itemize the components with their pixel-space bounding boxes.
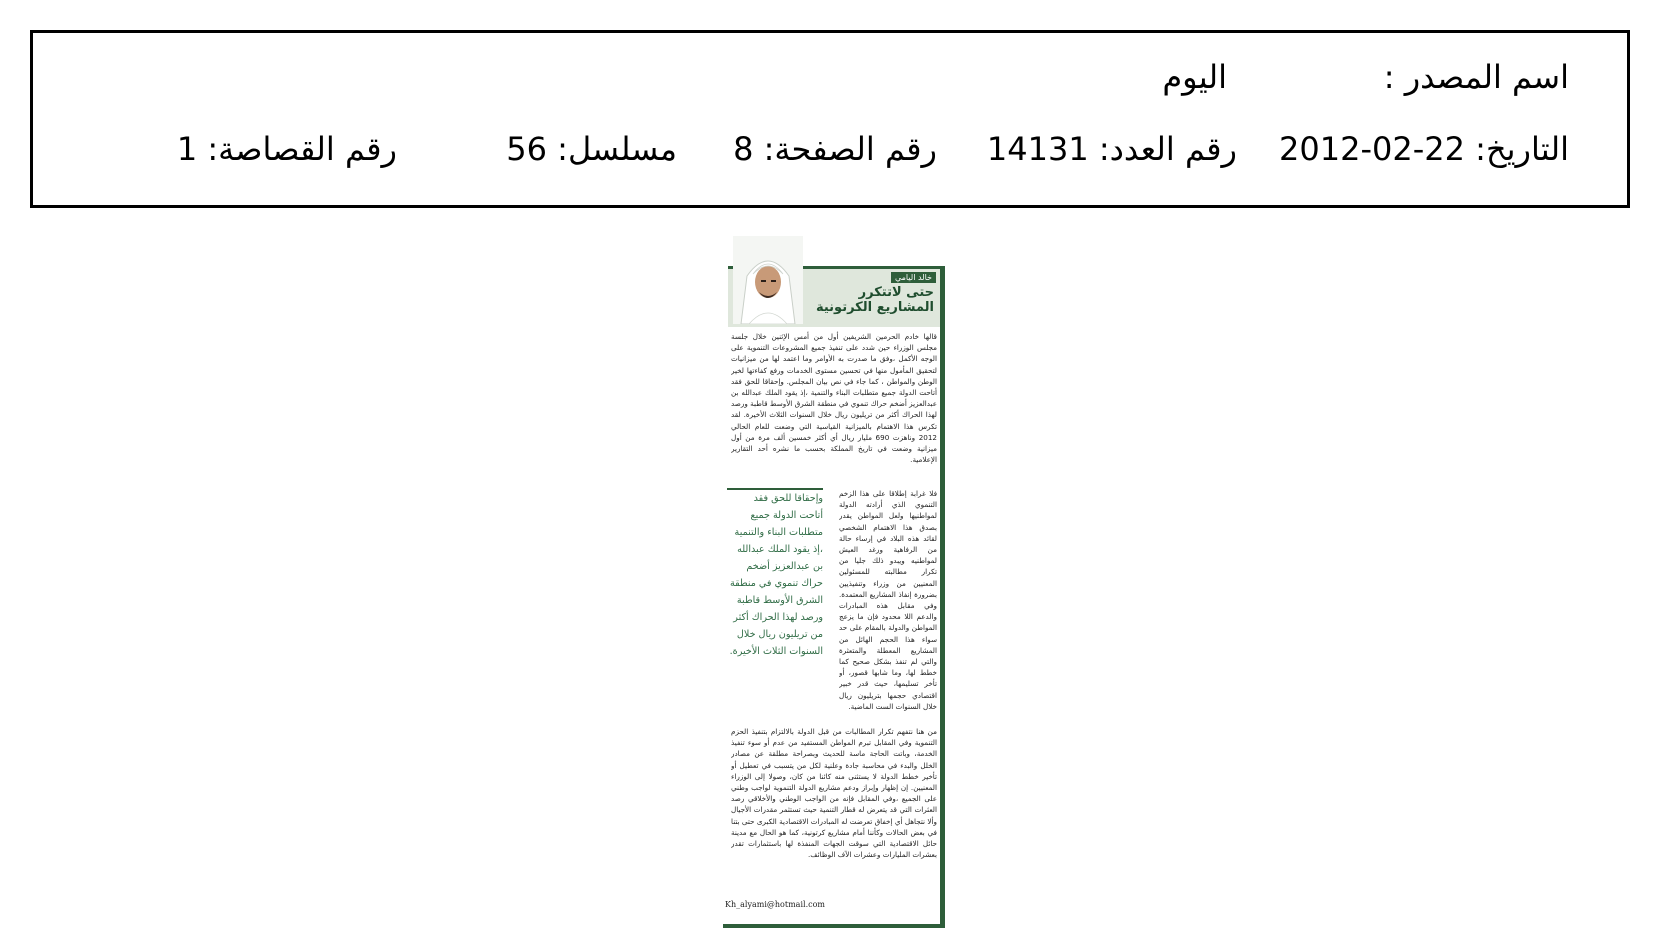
page-number-label: رقم الصفحة: 8 [733, 130, 937, 168]
author-email: Kh_alyami@hotmail.com [725, 900, 825, 909]
source-value: اليوم [1162, 58, 1227, 96]
pull-quote: وإحقاقا للحق فقد أتاحت الدولة جميع متطلبات البناء والتنمية ،إذ يقود الملك عبدالله بن عبدالعزيز أضخم حراك تنموي في منطقة الشرق الأوسط قاطبة ورصد لهذا الحراك أكثر من تريليون ريال خلال السنوات الثلاث الأخيرة. [727, 488, 823, 722]
source-label: اسم المصدر : [1383, 58, 1569, 96]
serial-label: مسلسل: 56 [506, 130, 677, 168]
clipping-border-bar [940, 266, 945, 928]
date-label: التاريخ: 22-02-2012 [1279, 130, 1569, 168]
author-name: خالد اليامي [891, 272, 936, 283]
article-body-top: قالها خادم الحرمين الشريفين أول من أمس الإثنين خلال جلسة مجلس الوزراء حين شدد على تنفيذ جميع المشروعات التنموية على الوجه الأكمل ،وفق ما صدرت به الأوامر وما اعتمد لها من ميزانيات لتحقيق المأمول منها في تحسين مستوى الخدمات ورفع كفاءتها لخير الوطن والمواطن ، كما جاء في نص بيان المجلس. وإحقاقا للحق فقد أتاحت الدولة جميع متطلبات البناء والتنمية ،إذ يقود الملك عبدالله بن عبدالعزيز أضخم حراك تنموي في منطقة الشرق الأوسط قاطبة ورصد لهذا الحراك أكثر من تريليون ريال خلال السنوات الثلاث الأخيرة. لقد تكرس هذا الاهتمام بالميزانية القياسية التي وضعت للعام الحالي 2012 وناهزت 690 مليار ريال أي أكثر خمسين ألف مرة من أول ميزانية وضعت في تاريخ المملكة بحسب ما نشره أحد التقارير الإعلامية. [731, 332, 937, 465]
article-body-bottom: من هنا نتفهم تكرار المطالبات من قبل الدولة بالالتزام بتنفيذ الحزم التنموية وفي المقابل تبرم المواطن المستفيد من عدم أو سوء تنفيذ الخدمة، وباتت الحاجة ماسة للحديث وبصراحة مطلقة عن مصادر الخلل والبدء في محاسبة جادة وعلنية لكل من يتسبب في تعطيل أو تأخير خطط الدولة لا يستثنى منه كائنا من كان، وصولا إلى الوزراء المعنيين. إن إظهار وإبراز ودعم مشاريع الدولة التنموية لواجب وطني على الجميع ،وفي المقابل فإنه من الواجب الوطني والأخلاقي رصد العثرات التي قد يتعرض له قطار التنمية حيث تستثمر مقدرات الأجيال وألا نتجاهل أي إخفاق تعرضت له المبادرات الاقتصادية الكبرى حتى بتنا في بعض الحالات وكأننا أمام مشاريع كرتونية، كما هو الحال مع مدينة حائل الاقتصادية التي سوقت الجهات المنفذة لها باستثمارات تقدر بعشرات المليارات وعشرات الآف الوظائف. [731, 727, 937, 860]
issue-number-label: رقم العدد: 14131 [986, 130, 1237, 168]
article-body-middle: فلا غرابة إطلاقا على هذا الزخم التنموي الذي أرادته الدولة لمواطنيها ولعل المواطن يقدر بصدق هذا الاهتمام الشخصي لقائد هذه البلاد في إرساء حالة من الرفاهية ورغد العيش لمواطنيه ويبدو ذلك جليا من تكرار مطالبته للمسئولين المعنيين من وزراء وتنفيذيين بضرورة إنفاذ المشاريع المعتمدة. وفي مقابل هذه المبادرات والدعم اللا محدود فإن ما يزعج المواطن والدولة بالمقام على حد سواء هذا الحجم الهائل من المشاريع المعطلة والمتعثرة والتي لم تنفذ بشكل صحيح كما خطط لها، وما شابها قصور، أو تأخر تسليمها، حيث قدر خبير اقتصادي حجمها بتريليون ريال خلال السنوات الست الماضية. [839, 489, 937, 711]
clip-number-label: رقم القصاصة: 1 [176, 130, 397, 168]
article-title: حتى لاتتكرر المشاريع الكرتونية [815, 285, 934, 315]
metadata-header-box [30, 30, 1630, 208]
author-portrait-image [733, 236, 803, 324]
clipping-bottom-bar [723, 924, 945, 928]
newspaper-clipping [723, 236, 945, 928]
